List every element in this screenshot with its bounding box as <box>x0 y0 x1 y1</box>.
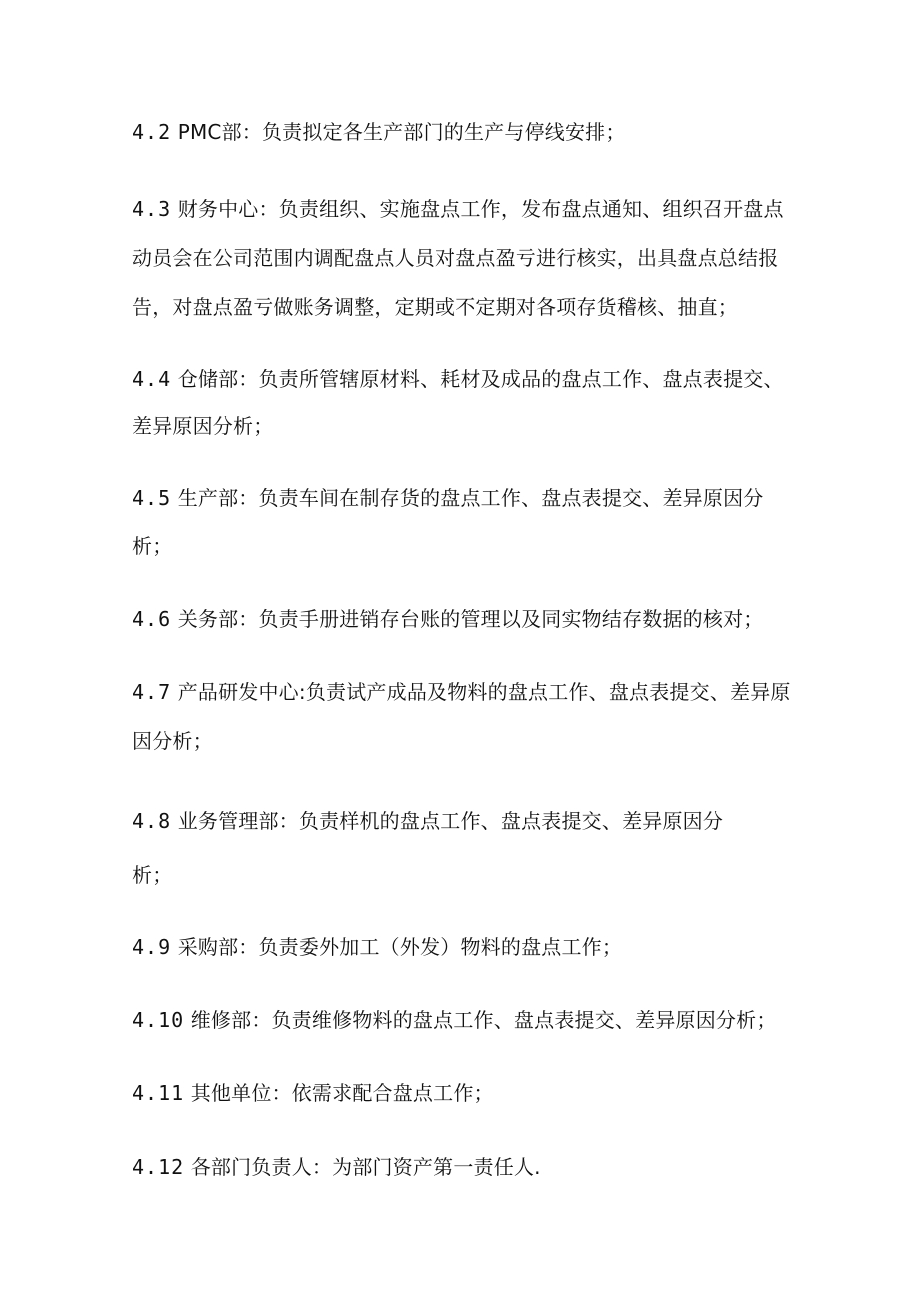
item-4-8-line-2 <box>132 862 172 888</box>
item-text: 各部门负责人：为部门资产第一责任人. <box>190 1155 541 1179</box>
item-4-2-line-1 <box>132 119 626 145</box>
item-text: 析； <box>132 863 173 887</box>
item-number: 4.6 <box>132 607 172 631</box>
item-4-5-line-1 <box>132 485 764 511</box>
item-4-6-line-1 <box>132 606 764 632</box>
item-text: 采购部：负责委外加工（外发）物料的盘点工作； <box>177 935 623 959</box>
item-number: 4.2 <box>132 120 172 144</box>
item-text: 关务部：负责手册进销存台账的管理以及同实物结存数据的核对； <box>177 607 764 631</box>
item-4-3-line-1 <box>132 196 784 222</box>
item-4-4-line-1 <box>132 366 784 392</box>
item-4-3-line-3 <box>132 294 738 320</box>
item-4-5-line-2 <box>132 533 172 559</box>
item-4-7-line-2 <box>132 728 213 754</box>
item-4-7-line-1 <box>132 679 791 705</box>
item-4-4-line-2 <box>132 413 273 439</box>
item-4-11-line-1 <box>132 1080 494 1106</box>
item-text: 差异原因分析； <box>132 414 274 438</box>
item-number: 4.10 <box>132 1008 185 1032</box>
item-number: 4.11 <box>132 1081 185 1105</box>
item-4-9-line-1 <box>132 934 622 960</box>
item-text: 产品研发中心:负责试产成品及物料的盘点工作、盘点表提交、差异原 <box>177 680 791 704</box>
item-number: 4.7 <box>132 680 172 704</box>
item-text: PMC部：负责拟定各生产部门的生产与停线安排； <box>177 120 626 144</box>
item-4-8-line-1 <box>132 808 723 834</box>
item-4-3-line-2 <box>132 245 778 271</box>
item-text: 仓储部：负责所管辖原材料、耗材及成品的盘点工作、盘点表提交、 <box>177 367 784 391</box>
item-4-10-line-1 <box>132 1007 777 1033</box>
item-number: 4.4 <box>132 367 172 391</box>
item-text: 业务管理部：负责样机的盘点工作、盘点表提交、差异原因分 <box>177 809 724 833</box>
item-number: 4.3 <box>132 197 172 221</box>
item-4-12-line-1 <box>132 1154 541 1180</box>
item-number: 4.9 <box>132 935 172 959</box>
item-text: 告，对盘点盈亏做账务调整，定期或不定期对各项存货稽核、抽直； <box>132 295 738 319</box>
item-text: 动员会在公司范围内调配盘点人员对盘点盈亏进行核实，出具盘点总结报 <box>132 246 779 270</box>
item-text: 因分析； <box>132 729 213 753</box>
item-number: 4.12 <box>132 1155 185 1179</box>
item-number: 4.5 <box>132 486 172 510</box>
item-number: 4.8 <box>132 809 172 833</box>
item-text: 析； <box>132 534 173 558</box>
item-text: 维修部：负责维修物料的盘点工作、盘点表提交、差异原因分析； <box>190 1008 777 1032</box>
item-text: 财务中心：负责组织、实施盘点工作，发布盘点通知、组织召开盘点 <box>177 197 784 221</box>
item-text: 生产部：负责车间在制存货的盘点工作、盘点表提交、差异原因分 <box>177 486 764 510</box>
item-text: 其他单位：依需求配合盘点工作； <box>190 1081 494 1105</box>
